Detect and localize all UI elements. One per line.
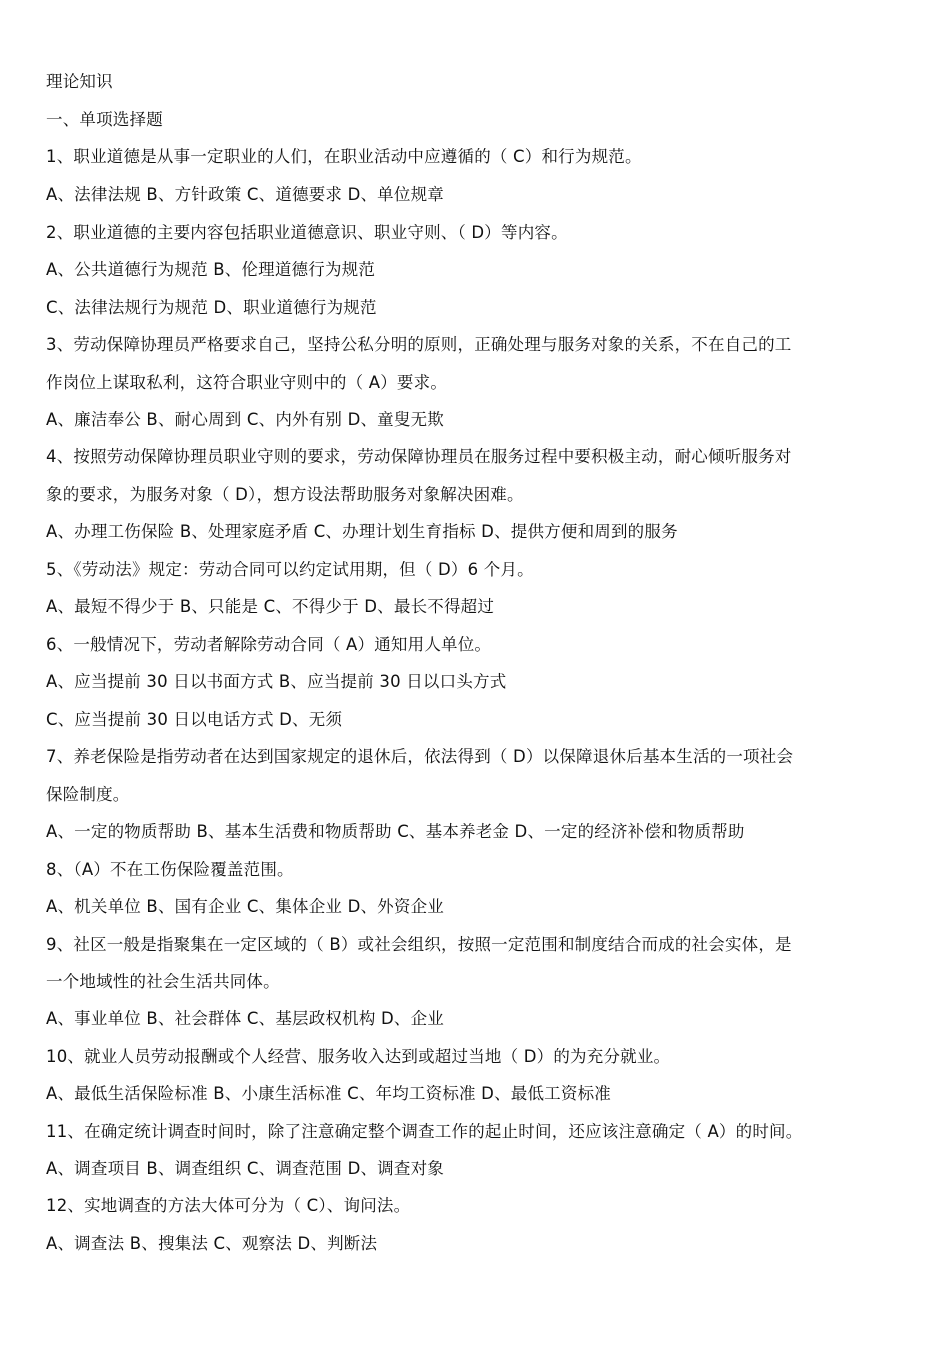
question-3-line-1: 3、劳动保障协理员严格要求自己，坚持公私分明的原则，正确处理与服务对象的关系，不在自己的工 [46, 335, 792, 354]
options-7: A、一定的物质帮助 B、基本生活费和物质帮助 C、基本养老金 D、一定的经济补偿和物质帮助 [46, 822, 745, 841]
question-6: 6、一般情况下，劳动者解除劳动合同（ A）通知用人单位。 [46, 635, 492, 654]
question-10: 10、就业人员劳动报酬或个人经营、服务收入达到或超过当地（ D）的为充分就业。 [46, 1047, 671, 1066]
question-12: 12、实地调查的方法大体可分为（ C）、询问法。 [46, 1196, 411, 1215]
question-4-line-1: 4、按照劳动保障协理员职业守则的要求，劳动保障协理员在服务过程中要积极主动，耐心倾听服务对 [46, 447, 792, 466]
options-6-row-2: C、应当提前 30 日以电话方式 D、无须 [46, 710, 343, 729]
options-5: A、最短不得少于 B、只能是 C、不得少于 D、最长不得超过 [46, 597, 495, 616]
question-7-line-1: 7、养老保险是指劳动者在达到国家规定的退休后，依法得到（ D）以保障退休后基本生活的一项社会 [46, 747, 794, 766]
question-2: 2、职业道德的主要内容包括职业道德意识、职业守则、（ D）等内容。 [46, 223, 568, 242]
options-4: A、办理工伤保险 B、处理家庭矛盾 C、办理计划生育指标 D、提供方便和周到的服务 [46, 522, 678, 541]
question-9-line-2: 一个地域性的社会生活共同体。 [46, 972, 280, 991]
question-8: 8、（A）不在工伤保险覆盖范围。 [46, 860, 294, 879]
options-10: A、最低生活保险标准 B、小康生活标准 C、年均工资标准 D、最低工资标准 [46, 1084, 611, 1103]
options-9: A、事业单位 B、社会群体 C、基层政权机构 D、企业 [46, 1009, 444, 1028]
options-2-row-2: C、法律法规行为规范 D、职业道德行为规范 [46, 298, 377, 317]
options-6-row-1: A、应当提前 30 日以书面方式 B、应当提前 30 日以口头方式 [46, 672, 507, 691]
subsection-title: 一、单项选择题 [46, 110, 163, 129]
options-11: A、调查项目 B、调查组织 C、调查范围 D、调查对象 [46, 1159, 444, 1178]
question-3-line-2: 作岗位上谋取私利，这符合职业守则中的（ A）要求。 [46, 373, 448, 392]
options-8: A、机关单位 B、国有企业 C、集体企业 D、外资企业 [46, 897, 444, 916]
question-1: 1、职业道德是从事一定职业的人们，在职业活动中应遵循的（ C）和行为规范。 [46, 147, 642, 166]
section-title: 理论知识 [46, 72, 113, 91]
options-1: A、法律法规 B、方针政策 C、道德要求 D、单位规章 [46, 185, 444, 204]
options-2-row-1: A、公共道德行为规范 B、伦理道德行为规范 [46, 260, 376, 279]
options-12: A、调查法 B、搜集法 C、观察法 D、判断法 [46, 1234, 378, 1253]
question-5: 5、《劳动法》规定：劳动合同可以约定试用期，但（ D）6 个月。 [46, 560, 534, 579]
question-9-line-1: 9、社区一般是指聚集在一定区域的（ B）或社会组织，按照一定范围和制度结合而成的社会实体，是 [46, 935, 792, 954]
question-7-line-2: 保险制度。 [46, 785, 130, 804]
question-11: 11、在确定统计调查时间时，除了注意确定整个调查工作的起止时间，还应该注意确定（ A）的时间。 [46, 1122, 803, 1141]
question-4-line-2: 象的要求，为服务对象（ D），想方设法帮助服务对象解决困难。 [46, 485, 524, 504]
options-3: A、廉洁奉公 B、耐心周到 C、内外有别 D、童叟无欺 [46, 410, 444, 429]
